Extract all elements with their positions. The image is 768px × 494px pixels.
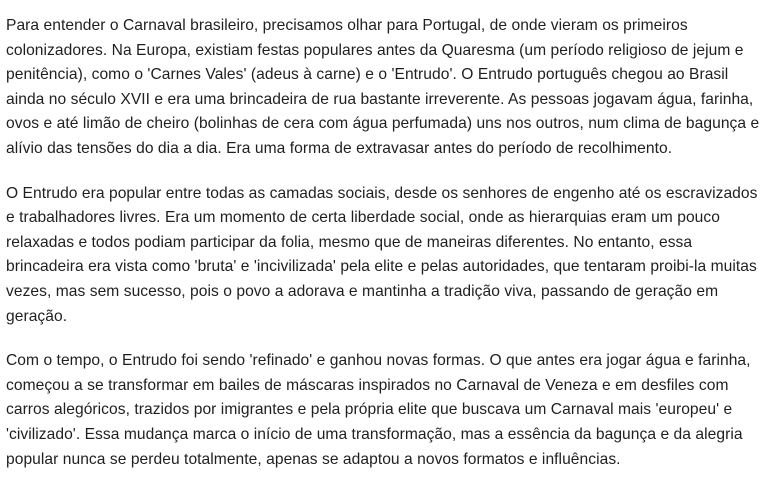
paragraph-2: O Entrudo era popular entre todas as camadas sociais, desde os senhores de engenho até os escravizados e trabalhadores livres. Era um momento de certa liberdade social, onde as hierarquias eram um pouco relaxadas e todos podiam participar da folia, mesmo que de maneiras diferentes. No entanto, essa brincadeira era vista como 'bruta' e 'incivilizada' pela elite e pelas autoridades, que tentaram proibi-la muitas vezes, mas sem sucesso, pois o povo a adorava e mantinha a tradição viva, passando de geração em geração. xyxy=(6,184,758,325)
paragraph-1: Para entender o Carnaval brasileiro, precisamos olhar para Portugal, de onde vieram os primeiros colonizadores. Na Europa, existiam festas populares antes da Quaresma (um período religioso de jejum e penitência), como o 'Carnes Vales' (adeus à carne) e o 'Entrudo'. O Entrudo português chegou ao Brasil ainda no século XVII e era uma brincadeira de rua bastante irreverente. As pessoas jogavam água, farinha, ovos e até limão de cheiro (bolinhas de cera com água perfumada) uns nos outros, num clima de bagunça e alívio das tensões do dia a dia. Era uma forma de extravasar antes do período de recolhimento. xyxy=(6,17,760,157)
paragraph-3: Com o tempo, o Entrudo foi sendo 'refinado' e ganhou novas formas. O que antes era jogar água e farinha, começou a se transformar em bailes de máscaras inspirados no Carnaval de Veneza e em desfiles com carros alegóricos, trazidos por imigrantes e pela própria elite que buscava um Carnaval mais 'europeu' e 'civilizado'. Essa mudança marca o início de uma transformação, mas a essência da bagunça e da alegria popular nunca se perdeu totalmente, apenas se adaptou a novos formatos e influências. xyxy=(6,352,751,468)
